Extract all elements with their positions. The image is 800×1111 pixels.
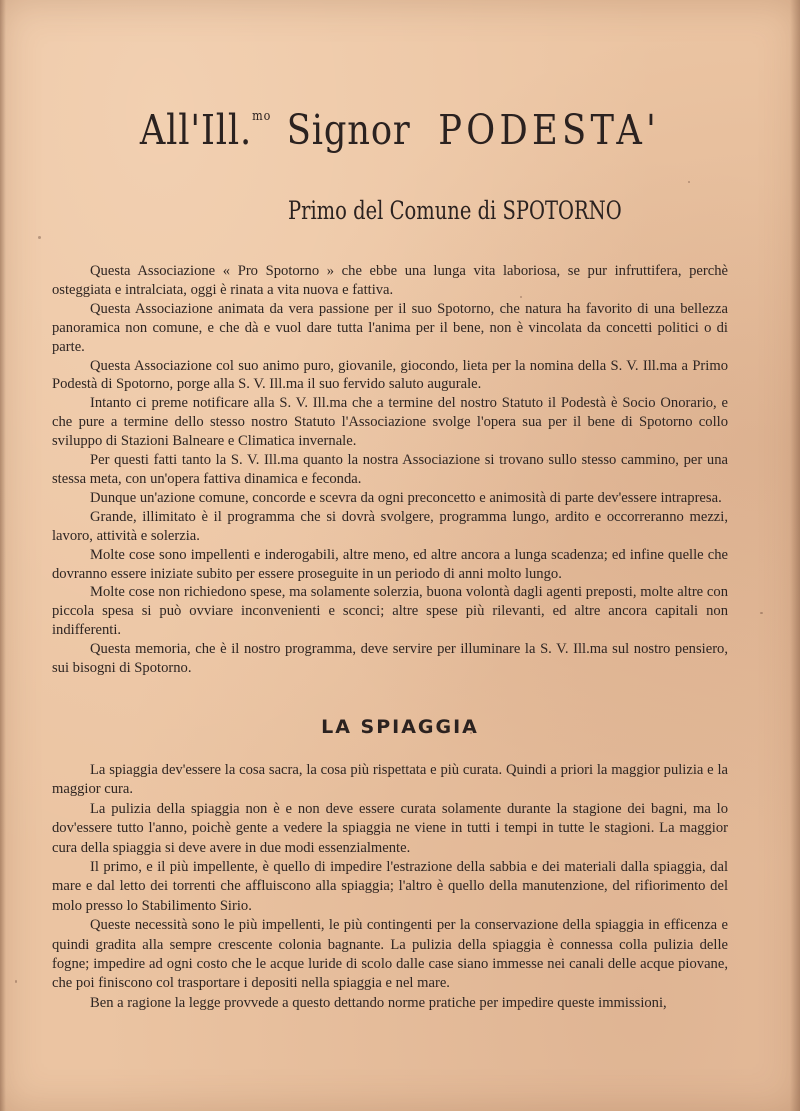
- intro-paragraph: Per questi fatti tanto la S. V. Ill.ma quanto la nostra Associazione si trovano sullo stesso cammino, per una stessa meta, con un'opera fattiva dinamica e feconda.: [52, 452, 728, 487]
- intro-paragraph: Questa Associazione animata da vera passione per il suo Spotorno, che natura ha favorito di una bellezza panoramica non comune, e che dà e vuol dare tutta l'anima per il bene, non è vincolata da concetti politici o di parte.: [52, 300, 728, 355]
- section-paragraph: La spiaggia dev'essere la cosa sacra, la cosa più rispettata e più curata. Quindi a priori la maggior pulizia e la maggior cura.: [52, 762, 728, 798]
- intro-paragraph: Dunque un'azione comune, concorde e scevra da ogni preconcetto e animosità di parte dev'essere intrapresa.: [90, 489, 722, 506]
- title-superscript: mo: [252, 109, 272, 124]
- intro-paragraph: Molte cose sono impellenti e inderogabili, altre meno, ed altre ancora a lunga scadenza; ed infine quelle che dovranno essere iniziate subito per essere proseguite in un periodo di anni molto lungo.: [52, 546, 728, 582]
- page-edge-shadow-right: [790, 0, 800, 1111]
- section-paragraph: La pulizia della spiaggia non è e non deve essere curata solamente durante la stagione dei bagni, ma lo dov'essere tutto l'anno, poichè gente a vedere la spiaggia ne viene in tutti i tempi in tutte le stagioni. La maggior cura della spiaggia si deve avere in due modi essenzialmente.: [52, 800, 728, 856]
- title-signor: Signor: [286, 106, 411, 154]
- letter-title: [56, 106, 744, 154]
- paper-speck: [470, 732, 472, 734]
- intro-paragraph: Questa Associazione col suo animo puro, giovanile, giocondo, lieta per la nomina della S. V. Ill.ma a Primo Podestà di Spotorno, porge alla S. V. Ill.ma il suo fervido saluto augurale.: [52, 357, 728, 393]
- intro-text: [52, 262, 728, 678]
- paper-speck: [15, 980, 17, 983]
- intro-paragraph: Intanto ci preme notificare alla S. V. Ill.ma che a termine del nostro Statuto il Podestà è Socio Onorario, e che pure a termine dello stesso nostro Statuto l'Associazione svolge l'opera sua per il bene di Spotorno collo sviluppo di Stazioni Balneare e Climatica invernale.: [52, 395, 728, 450]
- paper-speck: [520, 296, 522, 298]
- intro-paragraph: Questa Associazione « Pro Spotorno » che ebbe una lunga vita laboriosa, se pur infruttifera, perchè osteggiata e intralciata, oggi è rinata a vita nuova e fattiva.: [52, 263, 728, 298]
- section-paragraph: Queste necessità sono le più impellenti, le più contingenti per la conservazione della spiaggia in efficenza e quindi gradita alla sempre crescente colonia bagnante. La pulizia della spiaggia è connessa colla pulizia delle fogne; impedire ad ogni costo che le acque luride di scolo dalle case siano immesse nei canali delle acque piovane, che poi finiscono col trasportare i depositi nella spiaggia e nel mare.: [52, 917, 728, 992]
- paper-speck: [760, 612, 763, 614]
- intro-paragraph: Molte cose non richiedono spese, ma solamente solerzia, buona volontà dagli agenti preposti, molte altre con piccola spesa si può ovviare inconvenienti e sconci; altre spese più rilevanti, ed altre ancora capitali non indifferenti.: [52, 584, 728, 639]
- intro-paragraph: Grande, illimitato è il programma che si dovrà svolgere, programma lungo, ardito e occorreranno mezzi, lavoro, attività e solerzia.: [52, 508, 728, 544]
- section-text: [52, 761, 728, 1013]
- section-paragraph: Ben a ragione la legge provvede a questo dettando norme pratiche per impedire queste immissioni,: [90, 994, 667, 1011]
- paper-speck: [688, 181, 690, 183]
- letter-subtitle: Primo del Comune di SPOTORNO: [288, 196, 622, 225]
- paper-speck: [38, 236, 41, 239]
- intro-paragraph: Questa memoria, che è il nostro programma, deve servire per illuminare la S. V. Ill.ma sul nostro pensiero, sui bisogni di Spotorno.: [52, 641, 728, 677]
- title-prefix: All'Ill.: [139, 106, 253, 154]
- title-podesta: PODESTA': [438, 106, 661, 154]
- section-paragraph: Il primo, e il più impellente, è quello di impedire l'estrazione della sabbia e dei materiali dalla spiaggia, dal mare e dal letto dei torrenti che affluiscono alla spiaggia; l'altro è quello della manutenzione, del rifiorimento del molo presso lo Stabilimento Sirio.: [52, 859, 728, 914]
- page-edge-shadow-left: [0, 0, 6, 1111]
- section-heading: LA SPIAGGIA: [321, 716, 479, 738]
